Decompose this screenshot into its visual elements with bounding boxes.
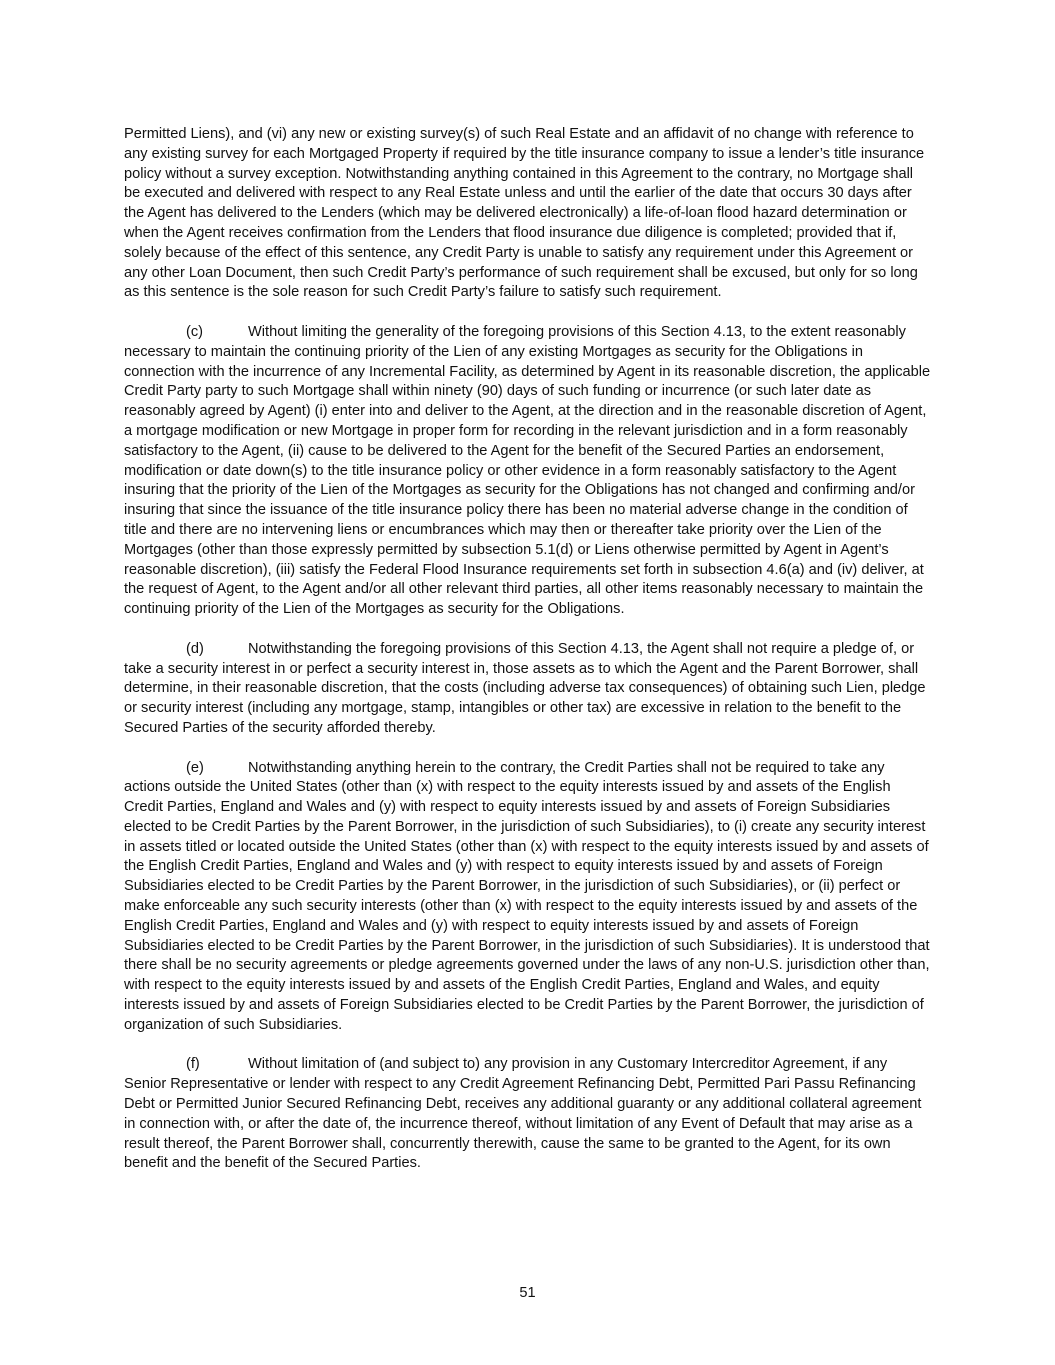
paragraph-text: Without limitation of (and subject to) any provision in any Customary Intercreditor Agreement, if any Senior Representative or lender with respect to any Credit Agreement Refinancing Debt, Permitted Pari Passu Refinancing Debt or Permitted Junior Secured Refinancing Debt, receives any additional guaranty or any additional collateral agreement in connection with, or after the date of, the incurrence thereof, without limitation of any Event of Default that may arise as a result thereof, the Parent Borrower shall, concurrently therewith, cause the same to be granted to the Agent, for its own benefit and the benefit of the Secured Parties. — [124, 1056, 922, 1172]
paragraph-c — [124, 323, 932, 620]
paragraph-text: Without limiting the generality of the foregoing provisions of this Section 4.13, to the extent reasonably necessary to maintain the continuing priority of the Lien of any existing Mortgages as security for the Obligations in connection with the incurrence of any Incremental Facility, as determined by Agent in its reasonable discretion, the applicable Credit Party party to such Mortgage shall within ninety (90) days of such funding or incurrence (or such later date as reasonably agreed by Agent) (i) enter into and deliver to the Agent, at the direction and in the reasonable discretion of Agent, a mortgage modification or new Mortgage in proper form for recording in the relevant jurisdiction and in a form reasonably satisfactory to the Agent, (ii) cause to be delivered to the Agent for the benefit of the Secured Parties an endorsement, modification or date down(s) to the title insurance policy or other evidence in a form reasonably satisfactory to the Agent insuring that the priority of the Lien of the Mortgages as security for the Obligations has not changed and confirming and/or insuring that since the issuance of the title insurance policy there has been no material adverse change in the condition of title and there are no intervening liens or encumbrances which may then or thereafter take priority over the Lien of the Mortgages (other than those expressly permitted by subsection 5.1(d) or Liens otherwise permitted by Agent in Agent’s reasonable discretion), (iii) satisfy the Federal Flood Insurance requirements set forth in subsection 4.6(a) and (iv) deliver, at the request of Agent, to the Agent and/or all other relevant third parties, all other items reasonably necessary to maintain the continuing priority of the Lien of the Mortgages as security for the Obligations. — [124, 323, 931, 618]
page-number: 51 — [519, 1285, 536, 1301]
paragraph-e — [124, 759, 932, 1036]
paragraph-f — [124, 1055, 932, 1174]
paragraph-label: (f) — [186, 1056, 200, 1073]
paragraph-d — [124, 640, 932, 739]
document-page — [124, 125, 932, 1194]
paragraph-text: Permitted Liens), and (vi) any new or existing survey(s) of such Real Estate and an affidavit of no change with reference to any existing survey for each Mortgaged Property if required by the title insurance company to issue a lender’s title insurance policy without a survey exception. Notwithstanding anything contained in this Agreement to the contrary, no Mortgage shall be executed and delivered with respect to any Real Estate unless and until the earlier of the date that occurs 30 days after the Agent has delivered to the Lenders (which may be delivered electronically) a life-of-loan flood hazard determination or when the Agent receives confirmation from the Lenders that flood insurance due diligence is completed; provided that if, solely because of the effect of this sentence, any Credit Party is unable to satisfy any requirement under this Agreement or any other Loan Document, then such Credit Party’s performance of such requirement shall be excused, but only for so long as this sentence is the sole reason for such Credit Party’s failure to satisfy such requirement. — [124, 126, 925, 301]
paragraph-text: Notwithstanding anything herein to the contrary, the Credit Parties shall not be required to take any actions outside the United States (other than (x) with respect to the equity interests issued by and assets of the English Credit Parties, England and Wales and (y) with respect to equity interests issued by and assets of Foreign Subsidiaries elected to be Credit Parties by the Parent Borrower, in the jurisdiction of such Subsidiaries), to (i) create any security interest in assets titled or located outside the United States (other than (x) with respect to the equity interests issued by and assets of the English Credit Parties, England and Wales and (y) with respect to equity interests issued by and assets of Foreign Subsidiaries elected to be Credit Parties by the Parent Borrower, in the jurisdiction of such Subsidiaries), or (ii) perfect or make enforceable any such security interests (other than (x) with respect to the equity interests issued by and assets of the English Credit Parties, England and Wales and (y) with respect to equity interests issued by and assets of Foreign Subsidiaries elected to be Credit Parties by the Parent Borrower, in the jurisdiction of such Subsidiaries). It is understood that there shall be no security agreements or pledge agreements governed under the laws of any non-U.S. jurisdiction other than, with respect to the equity interests issued by and assets of the English Credit Parties, England and Wales, and equity interests issued by and assets of Foreign Subsidiaries elected to be Credit Parties by the Parent Borrower, the jurisdiction of organization of such Subsidiaries. — [124, 759, 930, 1033]
paragraph-label: (c) — [186, 323, 204, 340]
paragraph-label: (e) — [186, 759, 204, 776]
paragraph-label: (d) — [186, 640, 204, 657]
paragraph-continuation — [124, 125, 932, 303]
paragraph-text: Notwithstanding the foregoing provisions of this Section 4.13, the Agent shall not require a pledge of, or take a security interest in or perfect a security interest in, those assets as to which the Agent and the Parent Borrower, shall determine, in their reasonable discretion, that the costs (including adverse tax consequences) of obtaining such Lien, pledge or security interest (including any mortgage, stamp, intangibles or other tax) are excessive in relation to the benefit to the Secured Parties of the security afforded thereby. — [124, 640, 926, 736]
